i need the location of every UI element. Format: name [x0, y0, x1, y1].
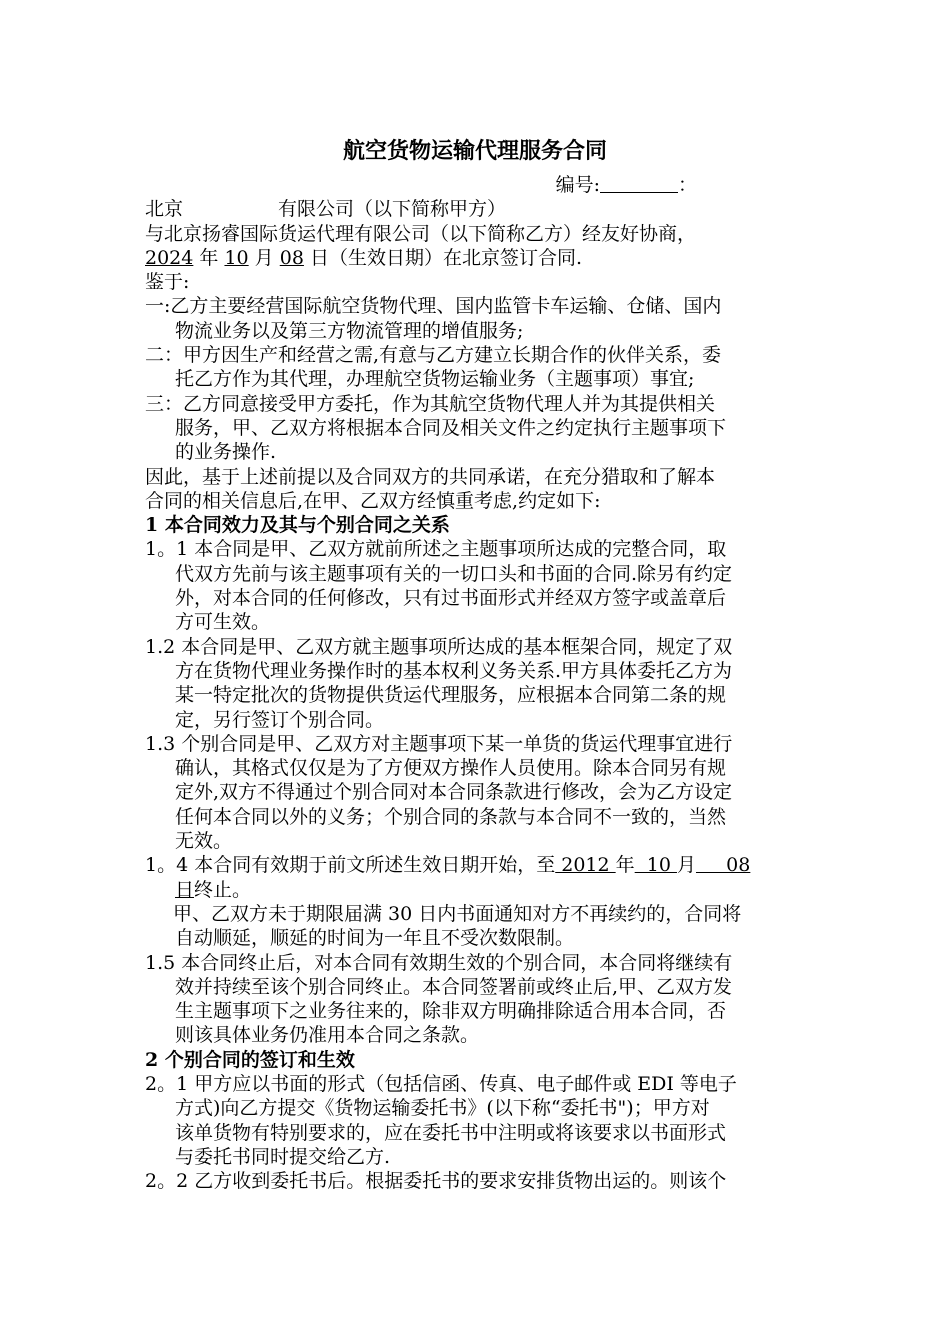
- clause-1-1: 1。1 本合同是甲、乙双方就前所述之主题事项所达成的完整合同，取: [145, 538, 727, 561]
- clause-1-2: 1.2 本合同是甲、乙双方就主题事项所达成的基本框架合同，规定了双: [145, 635, 733, 658]
- document-body: 编号: ： 北京 有限公司（以下简称甲方） 与北京扬睿国际货运代理有限公司（以下简称乙方）经友好协商， 2024 年 10 月 08 日（生效日期）在北京签订合同. 鉴于: 一:乙方主要经营国际航空货物代理、国内监管卡车运输、仓储、国内 物流业务以及第三方物流管理的增值服务; 二：甲方因生产和经营之需,有意与乙方建立长期合作的伙伴关系，委 托乙方作为其代理，办理航空货物运输业务（主题事项）事宜; 三：乙方同意接受甲方委托，作为其航空货物代理人并为其提供相关 服务，甲、乙双方将根据本合同及相关文件之约定执行主题事项下 的业务操作. 因此，基于上述前提以及合同双方的共同承诺，在充分猎取和了解本 合同的相关信息后,在甲、乙双方经慎重考虑,约定如下: 1 本合同效力及其与个别合同之关系 1。1 本合同是甲、乙双方就前所述之主题事项所达成的完整合同，取 代双方先前与该主题事项有关的一切口头和书面的合同.除另有约定 外，对本合同的任何修改，只有过书面形式并经双方签字或盖章后 方可生效。 1.2 本合同是甲、乙双方就主题事项所达成的基本框架合同，规定了双 方在货物代理业务操作时的基本权利义务关系.甲方具体委托乙方为 某一特定批次的货物提供货运代理服务，应根据本合同第二条的规 定，另行签订个别合同。 1.3 个别合同是甲、乙双方对主题事项下某一单货的货运代理事宜进行 确认，其格式仅仅是为了方便双方操作人员使用。除本合同另有规 定外,双方不得通过个别合同对本合同条款进行修改，会为乙方设定 任何本合同以外的义务；个别合同的条款与本合同不一致的，当然 无效。 1。4 本合同有效期于前文所述生效日期开始，至 2012 年 10 月 08 日终止。 甲、乙双方未于期限届满 30 日内书面通知对方不再续约的，合同将 自动顺延，顺延的时间为一年且不受次数限制。 1.5 本合同终止后，对本合同有效期生效的个别合同，本合同将继续有 效并持续至该个别合同终止。本合同签署前或终止后,甲、乙双方发 生主题事项下之业务往来的，除非双方明确排除适合用本合同，否 则该具体业务仍准用本合同之条款。 2 个别合同的签订和生效 2。1 甲方应以书面的形式（包括信函、传真、电子邮件或 EDI 等电子 方式)向乙方提交《货物运输委托书》(以下称“委托书")；甲方对 该单货物有特别要求的，应在委托书中注明或将该要求以书面形式 与委托书同时提交给乙方. 2。2 乙方收到委托书后。根据委托书的要求安排货物出运的。则该个: [145, 173, 835, 1193]
- clause-1-4: 1。4 本合同有效期于前文所述生效日期开始，至 2012 年 10 月 08: [145, 854, 751, 877]
- whereas-label: 鉴于:: [145, 271, 190, 294]
- whereas-one: 一:乙方主要经营国际航空货物代理、国内监管卡车运输、仓储、国内: [145, 295, 722, 318]
- clause-1-3: 1.3 个别合同是甲、乙双方对主题事项下某一单货的货运代理事宜进行: [145, 732, 733, 755]
- section-2-heading: 2 个别合同的签订和生效: [145, 1048, 355, 1071]
- end-month: 10: [634, 854, 677, 877]
- sign-day: 08: [279, 246, 304, 269]
- whereas-two: 二：甲方因生产和经营之需,有意与乙方建立长期合作的伙伴关系，委: [145, 344, 722, 367]
- contract-number: 编号: ：: [555, 174, 697, 196]
- sign-month: 10: [224, 246, 249, 269]
- therefore-paragraph: 因此，基于上述前提以及合同双方的共同承诺，在充分猎取和了解本: [145, 465, 716, 488]
- end-day: 08: [695, 854, 751, 877]
- document-title: 航空货物运输代理服务合同: [342, 138, 607, 164]
- clause-2-1: 2。1 甲方应以书面的形式（包括信函、传真、电子邮件或 EDI 等电子: [145, 1072, 737, 1095]
- whereas-three: 三：乙方同意接受甲方委托，作为其航空货物代理人并为其提供相关: [145, 392, 716, 415]
- contract-number-blank: [600, 174, 678, 193]
- end-year: 2012: [555, 854, 616, 877]
- clause-1-5: 1.5 本合同终止后，对本合同有效期生效的个别合同，本合同将继续有: [145, 951, 733, 974]
- renewal-paragraph: 甲、乙双方未于期限届满 30 日内书面通知对方不再续约的，合同将: [173, 902, 742, 925]
- sign-year: 2024: [145, 246, 194, 269]
- intro-line-2: 2024 年 10 月 08 日（生效日期）在北京签订合同.: [145, 246, 583, 269]
- section-1-heading: 1 本合同效力及其与个别合同之关系: [145, 514, 450, 537]
- clause-2-2: 2。2 乙方收到委托书后。根据委托书的要求安排货物出运的。则该个: [145, 1170, 727, 1193]
- party-a-line: 北京 有限公司（以下简称甲方）: [145, 198, 507, 221]
- intro-line-1: 与北京扬睿国际货运代理有限公司（以下简称乙方）经友好协商，: [145, 222, 697, 245]
